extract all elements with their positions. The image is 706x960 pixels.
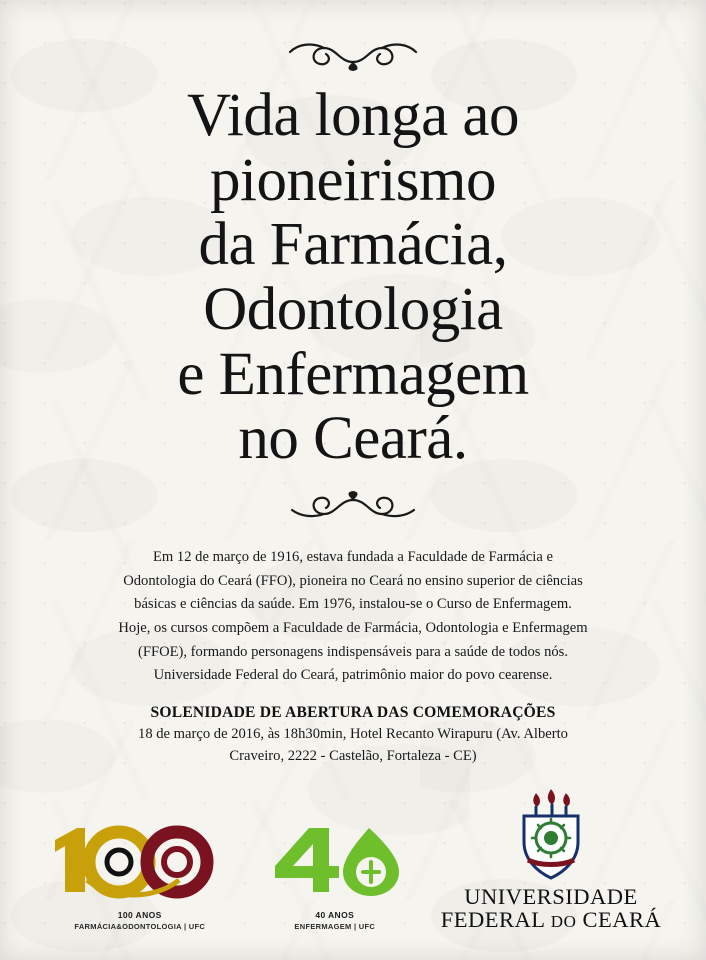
logo-40-anos (269, 822, 401, 932)
logo-100-anos-caption-line1: 100 ANOS (117, 910, 162, 921)
logo-100-anos (51, 822, 229, 932)
logo-row (10, 786, 696, 932)
flourish-top-ornament (268, 40, 438, 74)
headline-line-6: no Ceará. (238, 405, 468, 473)
logo-ufc (441, 786, 662, 932)
logo-40-anos-caption-line2: ENFERMAGEM | UFC (294, 921, 376, 931)
logo-100-anos-caption-line2: FARMÁCIA&ODONTOLOGIA | UFC (74, 921, 206, 931)
poster-body-text: Em 12 de março de 1916, estava fundada a Faculdade de Farmácia e Odontologia do Ceará (FFO), pioneira no Ceará no ensino superior de ciências básicas e ciências da saúde. Em 1976, instalou-se o Curso de Enfermagem. Hoje, os cursos compõem a Faculdade de Farmácia, Odontologia e Enfermagem (FFOE), formando personagens indispensáveis para a saúde de todos nós. Universidade Federal do Ceará, patrimônio maior do povo cearense. (118, 548, 588, 684)
headline-line-2: pioneirismo (210, 146, 496, 214)
ufc-wordmark-line1: UNIVERSIDADE (464, 883, 638, 909)
logo-40-anos-caption (294, 910, 375, 932)
ufc-wordmark-federal: FEDERAL (440, 907, 545, 933)
ufc-wordmark-line2 (441, 908, 662, 932)
ufc-wordmark (441, 885, 662, 932)
headline-line-3: da Farmácia, (198, 211, 508, 279)
logo-40-anos-caption-line1: 40 ANOS (315, 910, 355, 921)
event-details: 18 de março de 2016, às 18h30min, Hotel Recanto Wirapuru (Av. Alberto Craveiro, 2222 - Castelão, Fortaleza - CE) (138, 725, 568, 764)
headline-line-4: Odontologia (203, 275, 503, 343)
ufc-wordmark-ceara: CEARÁ (582, 907, 662, 933)
headline-line-1: Vida longa ao (186, 82, 519, 149)
flourish-bottom-ornament (268, 490, 438, 520)
ufc-wordmark-do: DO (550, 912, 577, 932)
ufc-crest-icon (514, 786, 588, 882)
logo-40-anos-mark (269, 822, 401, 906)
headline-line-5: e Enfermagem (177, 340, 529, 408)
event-title: SOLENIDADE DE ABERTURA DAS COMEMORAÇÕES (150, 703, 556, 721)
logo-100-anos-caption (74, 910, 205, 932)
logo-100-anos-mark (51, 822, 229, 906)
poster-content (10, 14, 696, 950)
poster-headline (147, 84, 558, 472)
